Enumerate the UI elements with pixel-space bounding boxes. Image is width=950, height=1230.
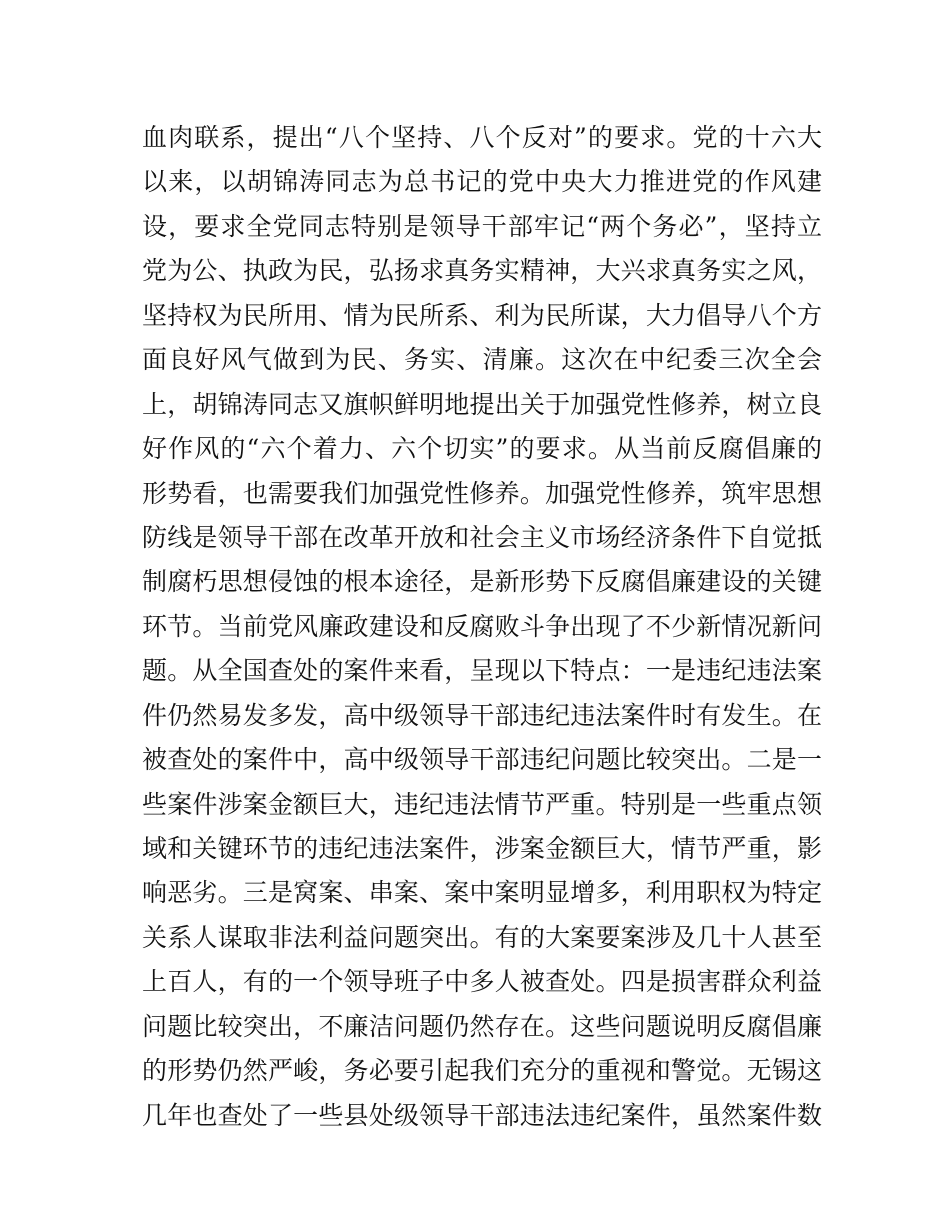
text-line: 问题比较突出，不廉洁问题仍然存在。这些问题说明反腐倡廉 xyxy=(142,1011,822,1041)
text-line: 些案件涉案金额巨大，违纪违法情节严重。特别是一些重点领 xyxy=(142,789,822,819)
text-line: 面良好风气做到为民、务实、清廉。这次在中纪委三次全会 xyxy=(142,345,822,375)
text-line: 形势看，也需要我们加强党性修养。加强党性修养，筑牢思想 xyxy=(142,478,822,508)
text-line: 几年也查处了一些县处级领导干部违法违纪案件，虽然案件数 xyxy=(142,1100,822,1130)
text-line: 响恶劣。三是窝案、串案、案中案明显增多，利用职权为特定 xyxy=(142,878,822,908)
text-line: 血肉联系，提出“八个坚持、八个反对”的要求。党的十六大 xyxy=(142,123,822,152)
text-line: 党为公、执政为民，弘扬求真务实精神，大兴求真务实之风， xyxy=(142,256,822,286)
text-line: 环节。当前党风廉政建设和反腐败斗争出现了不少新情况新问 xyxy=(142,611,822,641)
text-line: 好作风的“六个着力、六个切实”的要求。从当前反腐倡廉的 xyxy=(142,434,822,464)
text-line: 防线是领导干部在改革开放和社会主义市场经济条件下自觉抵 xyxy=(142,522,822,552)
text-line: 件仍然易发多发，高中级领导干部违纪违法案件时有发生。在 xyxy=(142,700,822,730)
text-line: 设，要求全党同志特别是领导干部牢记“两个务必”，坚持立 xyxy=(142,211,822,241)
text-line: 关系人谋取非法利益问题突出。有的大案要案涉及几十人甚至 xyxy=(142,922,822,952)
body-text xyxy=(142,116,822,1138)
text-line: 制腐朽思想侵蚀的根本途径，是新形势下反腐倡廉建设的关键 xyxy=(142,567,822,597)
text-line: 题。从全国查处的案件来看，呈现以下特点：一是违纪违法案 xyxy=(142,656,822,686)
text-line: 坚持权为民所用、情为民所系、利为民所谋，大力倡导八个方 xyxy=(142,300,822,330)
text-line: 上百人，有的一个领导班子中多人被查处。四是损害群众利益 xyxy=(142,967,822,997)
text-line: 上，胡锦涛同志又旗帜鲜明地提出关于加强党性修养，树立良 xyxy=(142,389,822,419)
text-line: 以来，以胡锦涛同志为总书记的党中央大力推进党的作风建 xyxy=(142,167,822,197)
text-line: 的形势仍然严峻，务必要引起我们充分的重视和警觉。无锡这 xyxy=(142,1056,822,1086)
text-line: 被查处的案件中，高中级领导干部违纪问题比较突出。二是一 xyxy=(142,745,822,775)
text-line: 域和关键环节的违纪违法案件，涉案金额巨大，情节严重，影 xyxy=(142,834,822,863)
